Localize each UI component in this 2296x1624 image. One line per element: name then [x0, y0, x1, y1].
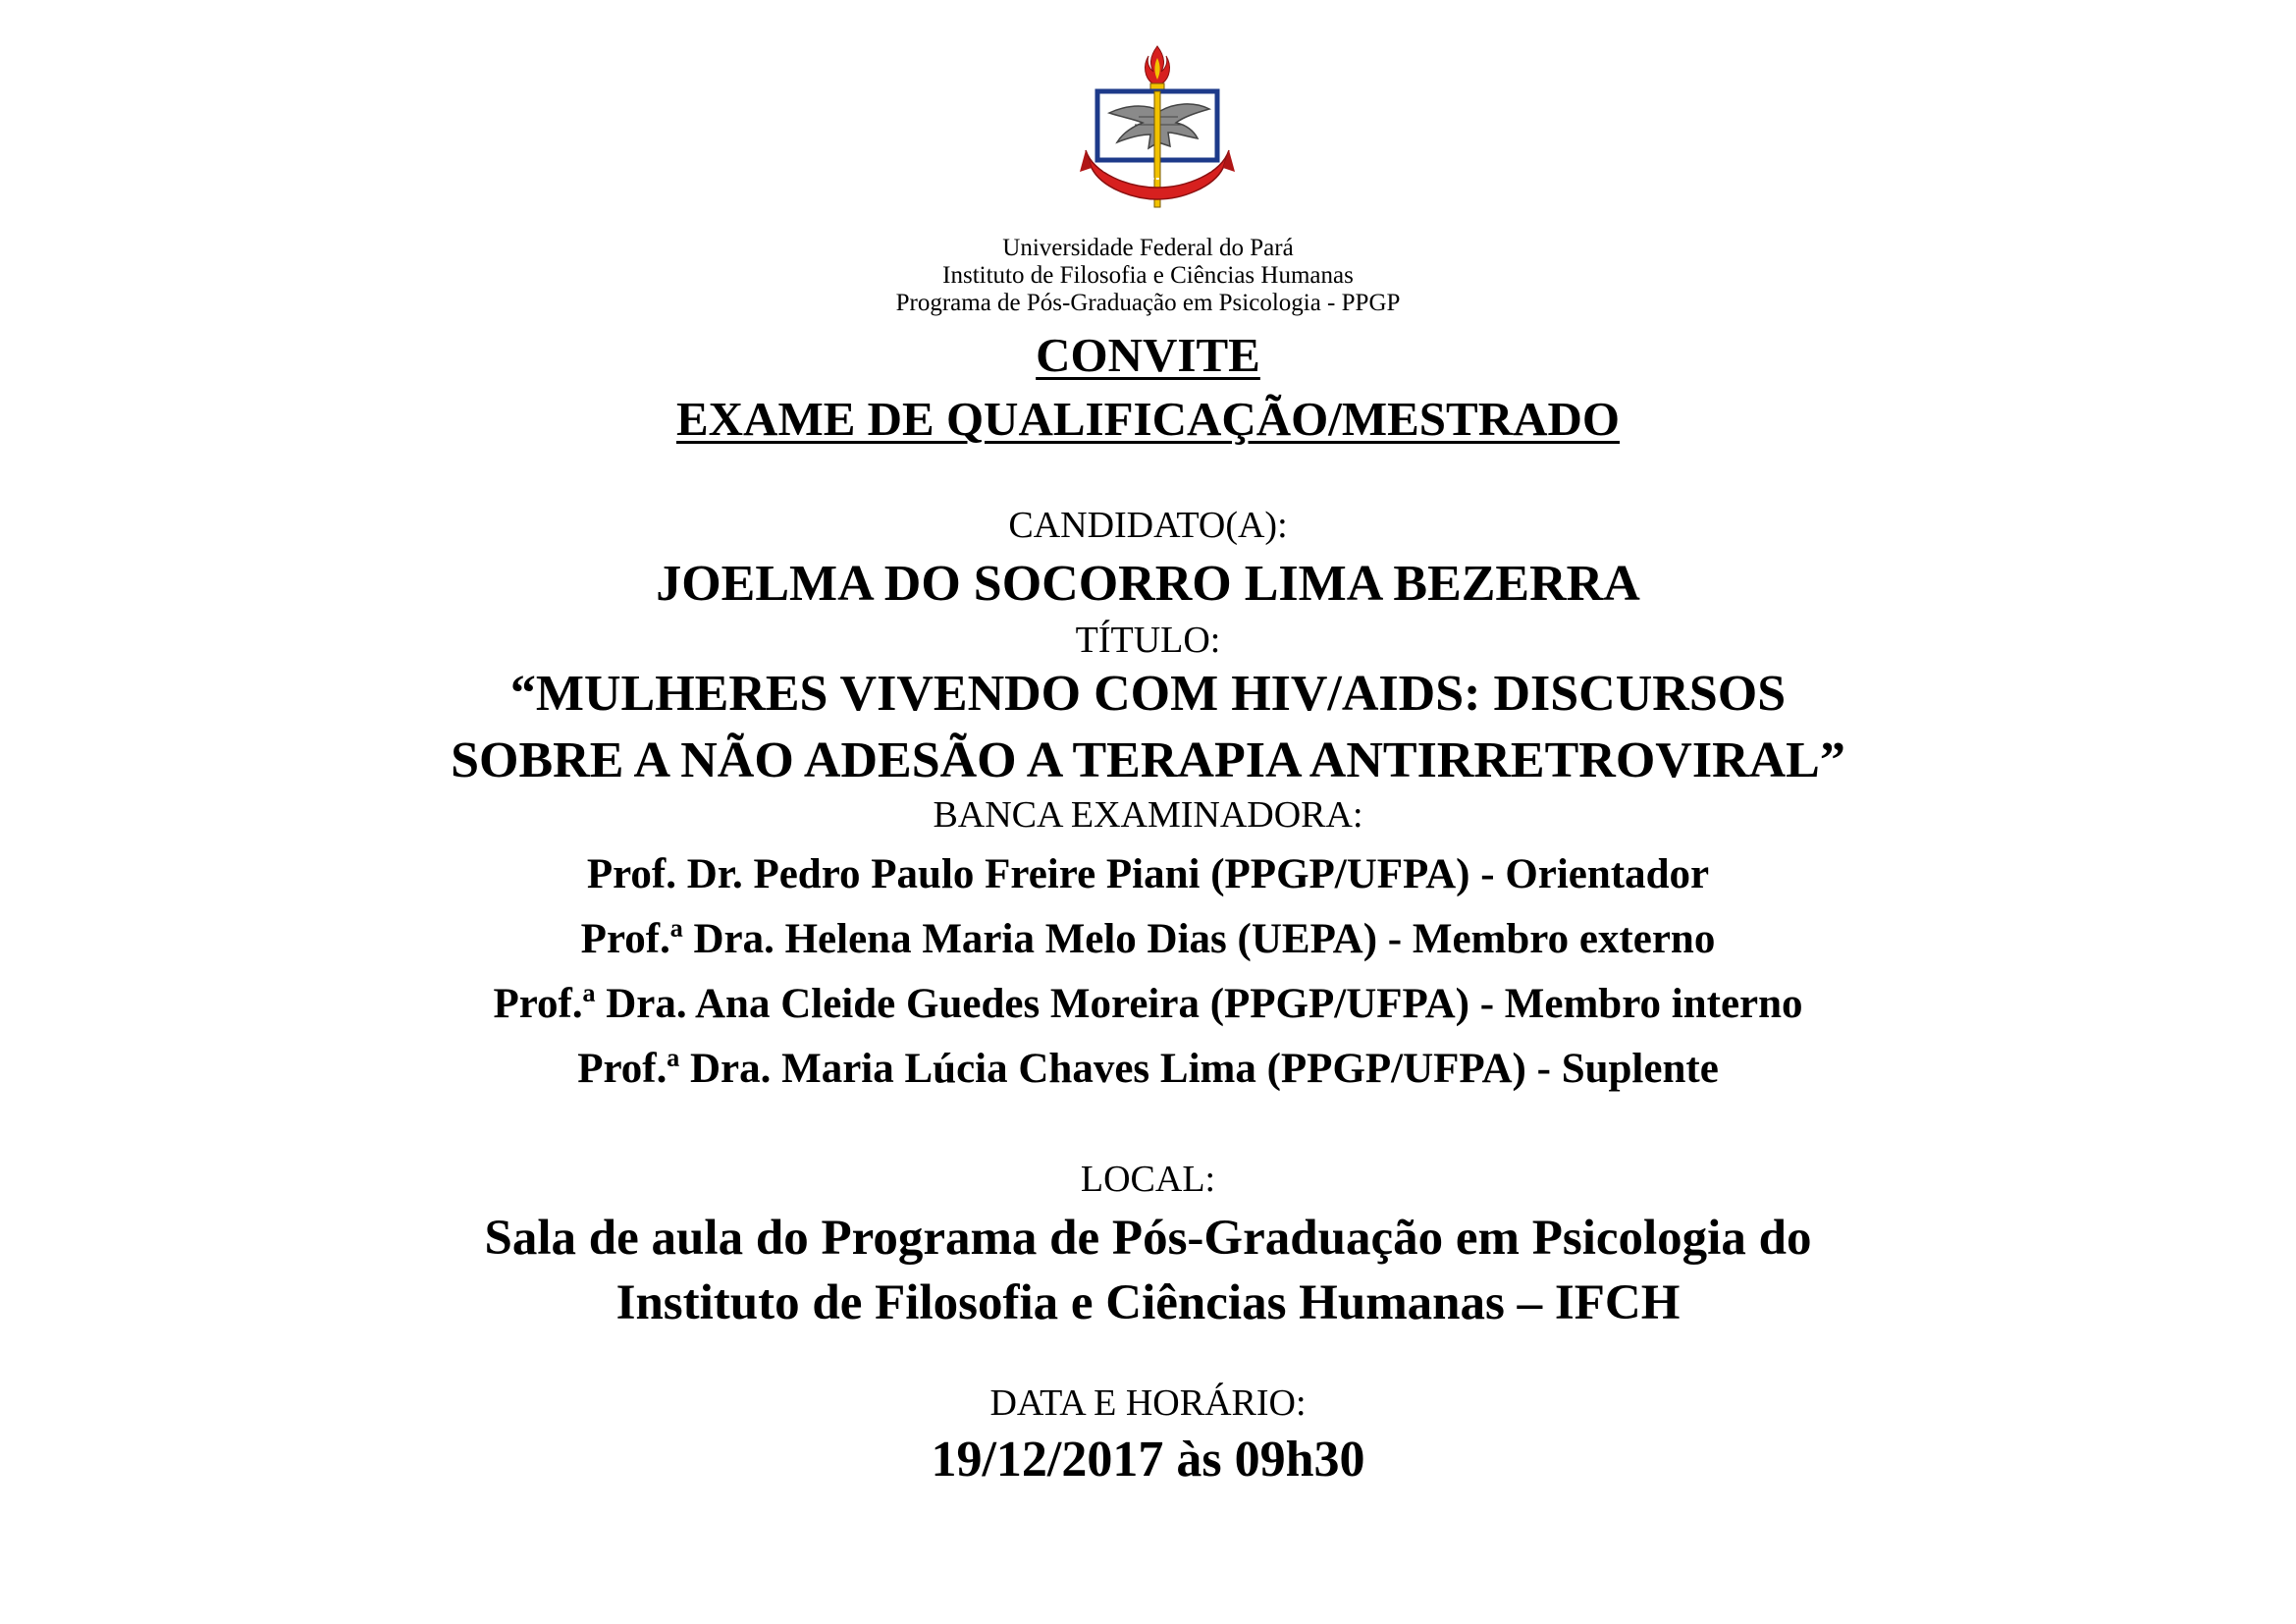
invitation-title: CONVITE	[1036, 328, 1260, 382]
committee-label: BANCA EXAMINADORA:	[933, 794, 1363, 836]
schedule-label: DATA E HORÁRIO:	[989, 1382, 1307, 1424]
committee-member: Prof.ª Dra. Ana Cleide Guedes Moreira (PPGP/UFPA) - Membro interno	[493, 981, 1803, 1027]
committee-member: Prof.ª Dra. Helena Maria Melo Dias (UEPA) - Membro externo	[580, 916, 1716, 962]
candidate-name: JOELMA DO SOCORRO LIMA BEZERRA	[656, 556, 1640, 612]
thesis-label: TÍTULO:	[1075, 620, 1221, 661]
university-name: Universidade Federal do Pará	[1002, 235, 1294, 261]
committee-member: Prof.ª Dra. Maria Lúcia Chaves Lima (PPGP/UFPA) - Suplente	[577, 1046, 1719, 1092]
program-name: Programa de Pós-Graduação em Psicologia - PPGP	[895, 290, 1401, 316]
location-line1: Sala de aula do Programa de Pós-Graduação em Psicologia do	[484, 1211, 1812, 1266]
exam-title: EXAME DE QUALIFICAÇÃO/MESTRADO	[675, 392, 1620, 446]
institute-name: Instituto de Filosofia e Ciências Humanas	[942, 262, 1354, 289]
committee-member: Prof. Dr. Pedro Paulo Freire Piani (PPGP/UFPA) - Orientador	[586, 851, 1710, 897]
location-label: LOCAL:	[1080, 1159, 1216, 1200]
ufpa-coat-of-arms-icon	[1080, 44, 1235, 213]
thesis-title-line1: “MULHERES VIVENDO COM HIV/AIDS: DISCURSOS	[509, 666, 1787, 722]
thesis-title-line2: SOBRE A NÃO ADESÃO A TERAPIA ANTIRRETROVIRAL”	[451, 732, 1845, 788]
schedule-value: 19/12/2017 às 09h30	[931, 1432, 1365, 1488]
candidate-label: CANDIDATO(A):	[1008, 505, 1288, 546]
location-line2: Instituto de Filosofia e Ciências Humanas – IFCH	[615, 1275, 1681, 1330]
